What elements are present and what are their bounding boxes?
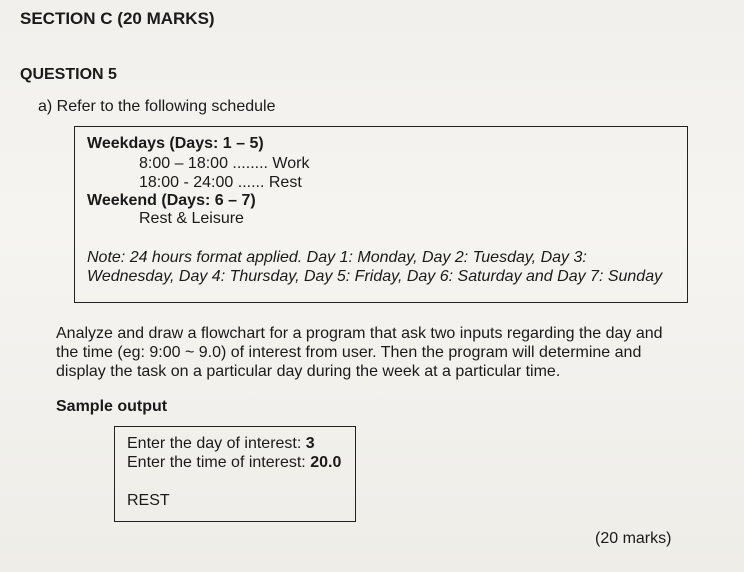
instruction-line-3: display the task on a particular day during the week at a particular time.: [56, 363, 561, 380]
sample-output-heading: Sample output: [56, 398, 168, 415]
instruction-paragraph: [56, 324, 676, 381]
rest-line: 18:00 - 24:00 ...... Rest: [139, 174, 302, 191]
note-line-1: Note: 24 hours format applied. Day 1: Monday, Day 2: Tuesday, Day 3:: [87, 249, 587, 266]
question-title: QUESTION 5: [20, 66, 117, 83]
work-line: 8:00 – 18:00 ........ Work: [139, 155, 310, 172]
leisure-line: Rest & Leisure: [139, 210, 244, 227]
day-prompt-line: [127, 435, 315, 453]
note-line-2: Wednesday, Day 4: Thursday, Day 5: Friday, Day 6: Saturday and Day 7: Sunday: [87, 268, 663, 285]
marks-text: (20 marks): [595, 530, 672, 547]
time-prompt: Enter the time of interest:: [127, 454, 311, 471]
time-prompt-line: [127, 454, 341, 472]
sample-output-box: [114, 426, 356, 522]
instruction-line-1: Analyze and draw a flowchart for a program that ask two inputs regarding the day and: [56, 325, 663, 342]
schedule-box: [74, 126, 688, 303]
instruction-line-2: the time (eg: 9:00 ~ 9.0) of interest from user. Then the program will determine and: [56, 344, 642, 361]
part-a-text: a) Refer to the following schedule: [38, 98, 276, 115]
time-value: 20.0: [310, 454, 342, 471]
section-title: SECTION C (20 MARKS): [20, 9, 215, 28]
day-prompt: Enter the day of interest:: [127, 435, 306, 452]
weekend-heading: Weekend (Days: 6 – 7): [87, 192, 256, 209]
day-value: 3: [305, 435, 315, 452]
result-text: REST: [127, 492, 170, 509]
weekdays-heading: Weekdays (Days: 1 – 5): [87, 135, 264, 152]
